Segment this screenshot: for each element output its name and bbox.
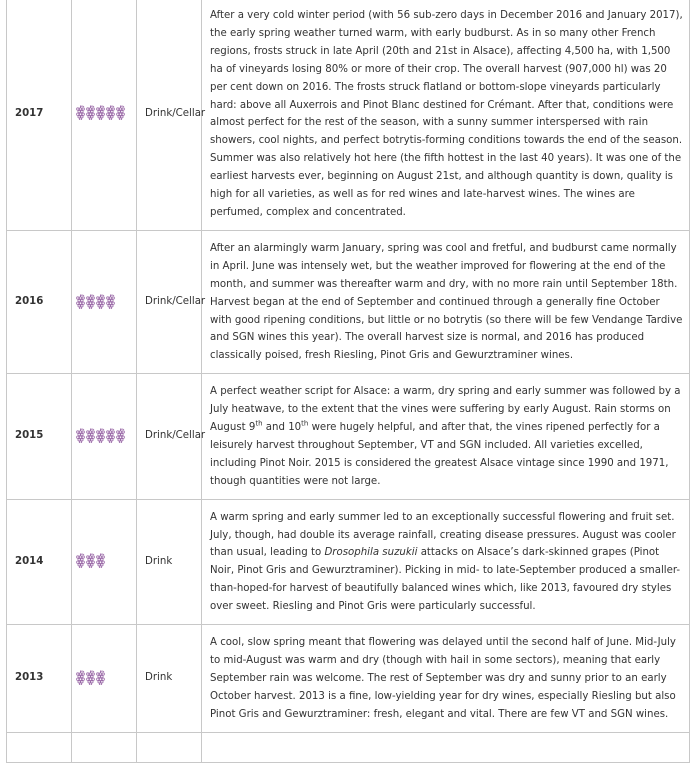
grape-bunch-icon bbox=[106, 428, 115, 443]
table-row bbox=[7, 230, 690, 373]
grape-bunch-icon bbox=[76, 428, 85, 443]
grape-rating bbox=[76, 294, 115, 309]
year-cell: 2017 bbox=[7, 0, 72, 230]
year-cell bbox=[7, 732, 72, 762]
grape-bunch-icon bbox=[96, 428, 105, 443]
grape-bunch-icon bbox=[106, 294, 115, 309]
grape-bunch-icon bbox=[76, 670, 85, 685]
grape-bunch-icon bbox=[116, 428, 125, 443]
rating-cell bbox=[72, 0, 137, 230]
grape-rating bbox=[76, 553, 105, 568]
grape-rating bbox=[76, 670, 105, 685]
rating-cell bbox=[72, 499, 137, 624]
vintage-note bbox=[202, 374, 690, 499]
vintage-note: After a very cold winter period (with 56 sub-zero days in December 2016 and January 2017), the early spring weather turned warm, with early budburst. As in so many other French regions, frosts struck in late April (20th and 21st in Alsace), affecting 4,500 ha, with 1,500 ha of vineyards losing 80% or more of their crop. The overall harvest (907,000 hl) was 20 per cent down on 2016. The frosts struck flatland or bottom-slope vineyards particularly hard: above all Auxerrois and Pinot Blanc destined for Crémant. After that, conditions were almost perfect for the rest of the season, with a sunny summer interspersed with rain showers, cool nights, and perfect botrytis-forming conditions towards the end of the season. Summer was also relatively hot here (the fifth hottest in the last 40 years). It was one of the earliest harvests ever, beginning on August 21st, and although quantity is down, quality is high for all varieties, as well as for red wines and late-harvest wines. The wines are perfumed, complex and concentrated. bbox=[202, 0, 690, 230]
vintage-note bbox=[202, 732, 690, 762]
year-cell: 2016 bbox=[7, 230, 72, 373]
drink-advice: Drink/Cellar bbox=[137, 230, 202, 373]
table-row bbox=[7, 732, 690, 762]
rating-cell bbox=[72, 374, 137, 499]
rating-cell bbox=[72, 625, 137, 733]
vintage-table bbox=[6, 0, 690, 763]
table-row bbox=[7, 499, 690, 624]
year-cell: 2015 bbox=[7, 374, 72, 499]
grape-rating bbox=[76, 105, 125, 120]
grape-bunch-icon bbox=[96, 670, 105, 685]
grape-bunch-icon bbox=[86, 294, 95, 309]
year-cell: 2013 bbox=[7, 625, 72, 733]
grape-bunch-icon bbox=[96, 553, 105, 568]
vintage-note: A cool, slow spring meant that flowering was delayed until the second half of June. Mid-July to mid-August was warm and dry (though with hail in some sectors), meaning that early September rain was welcome. The rest of September was dry and sunny prior to an early October harvest. 2013 is a fine, low-yielding year for dry wines, especially Riesling but also Pinot Gris and Gewurztraminer: fresh, elegant and vital. There are few VT and SGN wines. bbox=[202, 625, 690, 733]
grape-bunch-icon bbox=[86, 105, 95, 120]
rating-cell bbox=[72, 230, 137, 373]
grape-bunch-icon bbox=[76, 553, 85, 568]
note-text: A warm spring and early summer led to an exceptionally successful flowering and fruit set. July, though, had double its average rainfall, creating disease pressures. August was cooler than usual, leading to bbox=[210, 511, 676, 559]
year-cell: 2014 bbox=[7, 499, 72, 624]
rating-cell bbox=[72, 732, 137, 762]
table-row bbox=[7, 374, 690, 499]
grape-bunch-icon bbox=[96, 105, 105, 120]
drink-advice: Drink bbox=[137, 499, 202, 624]
grape-bunch-icon bbox=[116, 105, 125, 120]
note-text: attacks on Alsace’s dark-skinned grapes (Pinot Noir, Pinot Gris and Gewurztraminer). Picking in mid- to late-September produced a smaller-than-hoped-for harvest of beautifully balanced wines which, like 2013, favoured dry styles over sweet. Riesling and Pinot Gris were particularly successful. bbox=[210, 547, 681, 613]
table-row bbox=[7, 625, 690, 733]
drink-advice bbox=[137, 732, 202, 762]
drink-advice: Drink/Cellar bbox=[137, 374, 202, 499]
grape-bunch-icon bbox=[76, 294, 85, 309]
vintage-note bbox=[202, 499, 690, 624]
note-text: were hugely helpful, and after that, the vines ripened perfectly for a leisurely harvest throughout September, VT and SGN included. All varieties excelled, including Pinot Noir. 2015 is considered the greatest Alsace vintage since 1990 and 1971, though quantities were not large. bbox=[210, 422, 669, 487]
note-text: and 10 bbox=[262, 422, 302, 434]
grape-rating bbox=[76, 428, 125, 443]
ordinal-suffix: th bbox=[301, 419, 309, 428]
note-text: A perfect weather script for Alsace: a warm, dry spring and early summer was followed by a July heatwave, to the extent that the vines were suffering by early August. Rain storms on August 9 bbox=[210, 386, 681, 434]
grape-bunch-icon bbox=[86, 428, 95, 443]
drink-advice: Drink/Cellar bbox=[137, 0, 202, 230]
grape-bunch-icon bbox=[76, 105, 85, 120]
species-name: Drosophila suzukii bbox=[324, 547, 418, 559]
grape-bunch-icon bbox=[96, 294, 105, 309]
grape-bunch-icon bbox=[86, 553, 95, 568]
ordinal-suffix: th bbox=[255, 419, 263, 428]
vintage-note: After an alarmingly warm January, spring was cool and fretful, and budburst came normally in April. June was intensely wet, but the weather improved for flowering at the end of the month, and summer was thereafter warm and dry, with no more rain until September 18th. Harvest began at the end of September and continued through a generally fine October with good ripening conditions, but little or no botrytis (so there will be few Vendange Tardive and SGN wines this year). The overall harvest size is normal, and 2016 has produced classically poised, fresh Riesling, Pinot Gris and Gewurztraminer wines. bbox=[202, 230, 690, 373]
drink-advice: Drink bbox=[137, 625, 202, 733]
table-row bbox=[7, 0, 690, 230]
grape-bunch-icon bbox=[86, 670, 95, 685]
grape-bunch-icon bbox=[106, 105, 115, 120]
